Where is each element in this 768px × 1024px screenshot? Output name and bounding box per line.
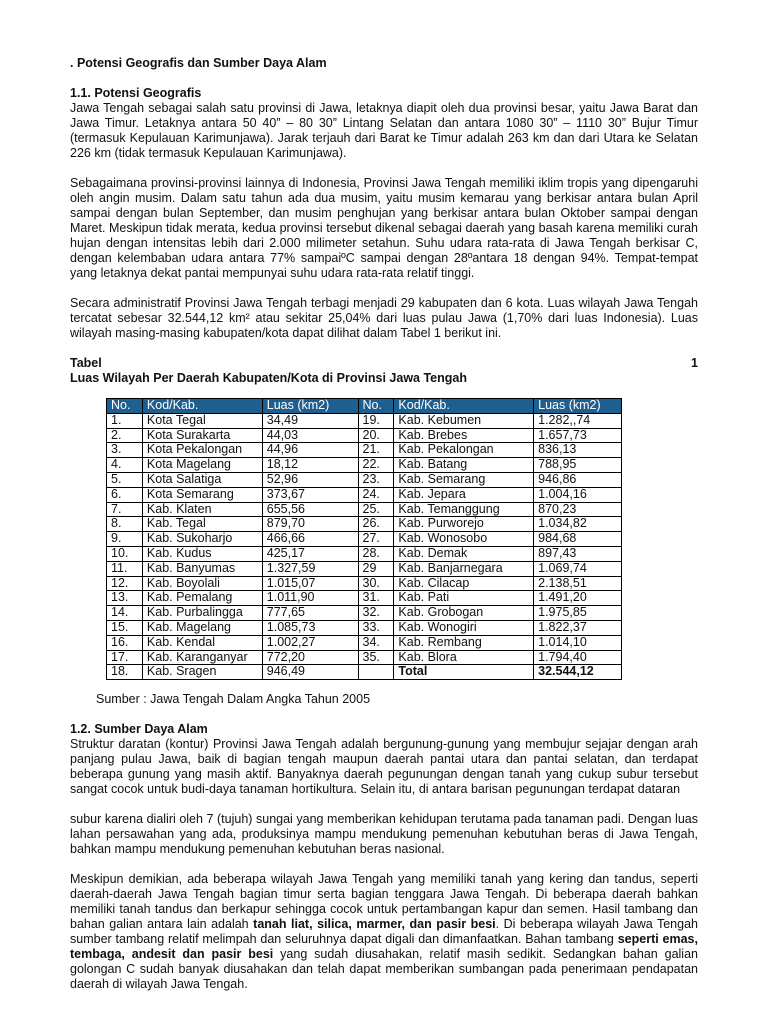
table-cell: 21. — [358, 443, 394, 458]
table-cell: 1.034,82 — [534, 517, 622, 532]
paragraph-geografis-1: Jawa Tengah sebagai salah satu provinsi di Jawa, letaknya diapit oleh dua provinsi besar, yaitu Jawa Barat dan Jawa Timur. Letaknya antara 50 40” – 80 30” Lintang Selatan dan antara 1080 30” – 1110 30” Bujur Timur (termasuk Kepulauan Karimunjawa). Jarak terjauh dari Barat ke Timur adalah 263 km dan dari Utara ke Selatan 226 km (tidak termasuk Kepulauan Karimunjawa). — [70, 101, 698, 160]
table-cell: 788,95 — [534, 458, 622, 473]
table-cell: Kab. Pemalang — [142, 591, 262, 606]
table-cell: 2. — [107, 428, 143, 443]
table-cell: 1.015,07 — [262, 576, 358, 591]
table-cell: 34,49 — [262, 413, 358, 428]
table-cell: 655,56 — [262, 502, 358, 517]
table-cell: 23. — [358, 472, 394, 487]
table-cell: 26. — [358, 517, 394, 532]
table-row — [107, 502, 622, 517]
table-cell: Kab. Purbalingga — [142, 606, 262, 621]
table-cell: 1.011,90 — [262, 591, 358, 606]
table-cell: Kab. Karanganyar — [142, 650, 262, 665]
table-cell: Kab. Cilacap — [394, 576, 534, 591]
table-row — [107, 606, 622, 621]
table-cell: Kab. Magelang — [142, 620, 262, 635]
table-cell: 18,12 — [262, 458, 358, 473]
table-cell: 27. — [358, 532, 394, 547]
table-row — [107, 576, 622, 591]
table-row — [107, 517, 622, 532]
table-cell: Kab. Semarang — [394, 472, 534, 487]
sda-3-text-c: . Di beberapa wilayah Jawa Tengah sumber tambang relatif melimpah dan seluruhnya dapat digali dan dimanfaatkan. Bahan tambang — [70, 917, 698, 947]
section-sda-title: 1.2. Sumber Daya Alam — [70, 722, 208, 737]
table-cell: 29 — [358, 561, 394, 576]
table-cell: Kab. Sragen — [142, 665, 262, 680]
table-cell: 15. — [107, 620, 143, 635]
document-page — [70, 56, 698, 992]
table-cell: Kab. Blora — [394, 650, 534, 665]
sda-3-text-a: Meskipun demikian, ada beberapa wilayah Jawa Tengah yang memiliki tanah yang kering dan tandus, seperti daerah-daerah Jawa Tengah bagian timur serta bagian tenggara Jawa Tengah. Di beberapa daerah bahkan memiliki tanah tandus dan berkapur sehingga cocok untuk pertambangan kapur dan semen. Hasil tambang dan bahan galian antara lain adalah — [70, 872, 698, 932]
table-cell: Kab. Demak — [394, 546, 534, 561]
table-cell: 31. — [358, 591, 394, 606]
table-cell: 22. — [358, 458, 394, 473]
table-cell: 946,49 — [262, 665, 358, 680]
area-table — [106, 398, 622, 680]
table-cell: 3. — [107, 443, 143, 458]
table-cell: 1.975,85 — [534, 606, 622, 621]
table-row — [107, 413, 622, 428]
table-header-cell: Kod/Kab. — [142, 399, 262, 414]
table-cell: 777,65 — [262, 606, 358, 621]
table-row — [107, 635, 622, 650]
table-cell: Kab. Kudus — [142, 546, 262, 561]
table-cell: Kota Magelang — [142, 458, 262, 473]
table-cell: Kab. Wonogiri — [394, 620, 534, 635]
table-cell: 1.002,27 — [262, 635, 358, 650]
table-cell: 16. — [107, 635, 143, 650]
table-cell: 25. — [358, 502, 394, 517]
table-row — [107, 472, 622, 487]
table-cell: 1.794,40 — [534, 650, 622, 665]
table-cell: 1.822,37 — [534, 620, 622, 635]
paragraph-geografis-2: Sebagaimana provinsi-provinsi lainnya di Indonesia, Provinsi Jawa Tengah memiliki iklim tropis yang dipengaruhi oleh angin musim. Dalam satu tahun ada dua musim, yaitu musim kemarau yang berkisar antara bulan April sampai dengan bulan September, dan musim penghujan yang berkisar antara bulan Oktober sampai dengan Maret. Meskipun tidak merata, kedua provinsi tersebut dikenal sebagai daerah yang basah karena memiliki curah hujan dengan intensitas lebih dari 2.000 milimeter setahun. Suhu udara rata-rata di Jawa Tengah berkisar C, dengan kelembaban udara antara 77% sampaiºC sampai dengan 28ºantara 18 dengan 94%. Tempat-tempat yang letaknya dekat pantai mempunyai suhu udara rata-rata relatif tinggi. — [70, 176, 698, 280]
table-cell: Kota Salatiga — [142, 472, 262, 487]
table-cell: 33. — [358, 620, 394, 635]
table-cell: Kab. Temanggung — [394, 502, 534, 517]
table-cell: 897,43 — [534, 546, 622, 561]
table-cell: 1.491,20 — [534, 591, 622, 606]
table-row — [107, 650, 622, 665]
table-cell: 32. — [358, 606, 394, 621]
table-cell: 24. — [358, 487, 394, 502]
table-cell: Total — [394, 665, 534, 680]
paragraph-sda-1: Struktur daratan (kontur) Provinsi Jawa Tengah adalah bergunung-gunung yang membujur sejajar dengan arah panjang pulau Jawa, baik di bagian tengah maupun daerah pantai utara dan pantai selatan, dan terdapat beberapa gunung yang masih aktif. Banyaknya daerah pegunungan dengan tanah yang cukup subur tersebut sangat cocok untuk budi-daya tanaman hortikultura. Selain itu, di antara barisan pegunungan terdapat dataran — [70, 737, 698, 797]
table-cell: Kab. Banjarnegara — [394, 561, 534, 576]
table-header-cell: No. — [107, 399, 143, 414]
table-cell: 12. — [107, 576, 143, 591]
table-row — [107, 458, 622, 473]
table-cell: Kota Pekalongan — [142, 443, 262, 458]
table-cell: 7. — [107, 502, 143, 517]
table-cell: 30. — [358, 576, 394, 591]
table-header-cell: Luas (km2) — [534, 399, 622, 414]
table-row — [107, 665, 622, 680]
table-header-cell: Kod/Kab. — [394, 399, 534, 414]
table-row — [107, 591, 622, 606]
sda-3-text-e: yang sudah diusahakan, relatif masih sedikit. Sedangkan bahan galian golongan C sudah banyak diusahakan dan telah dapat memberikan sumbangan pada penerimaan pendapatan daerah di wilayah Jawa Tengah. — [70, 947, 698, 992]
table-cell: 34. — [358, 635, 394, 650]
table-cell: Kota Tegal — [142, 413, 262, 428]
table-cell: 1.327,59 — [262, 561, 358, 576]
table-cell: Kota Semarang — [142, 487, 262, 502]
table-cell: Kab. Kendal — [142, 635, 262, 650]
table-cell: 6. — [107, 487, 143, 502]
table-row — [107, 546, 622, 561]
table-cell: 870,23 — [534, 502, 622, 517]
table-cell: Kab. Jepara — [394, 487, 534, 502]
table-cell: 32.544,12 — [534, 665, 622, 680]
table-cell: Kab. Brebes — [394, 428, 534, 443]
table-cell: Kab. Rembang — [394, 635, 534, 650]
table-cell: 1.282,,74 — [534, 413, 622, 428]
table-cell: 1.657,73 — [534, 428, 622, 443]
table-cell: 1. — [107, 413, 143, 428]
table-cell: 35. — [358, 650, 394, 665]
sda-3-bold-minerals: tanah liat, silica, marmer, dan pasir besi — [253, 917, 496, 932]
table-cell: 373,67 — [262, 487, 358, 502]
table-cell: 1.085,73 — [262, 620, 358, 635]
table-cell: 1.004,16 — [534, 487, 622, 502]
table-cell: 425,17 — [262, 546, 358, 561]
paragraph-sda-3 — [70, 872, 698, 992]
table-cell: 879,70 — [262, 517, 358, 532]
table-cell: 14. — [107, 606, 143, 621]
table-cell: Kab. Kebumen — [394, 413, 534, 428]
table-cell: 836,13 — [534, 443, 622, 458]
table-row — [107, 443, 622, 458]
table-cell: Kab. Banyumas — [142, 561, 262, 576]
table-cell: Kab. Pati — [394, 591, 534, 606]
table-cell: Kab. Wonosobo — [394, 532, 534, 547]
table-cell: 984,68 — [534, 532, 622, 547]
table-cell: 28. — [358, 546, 394, 561]
table-cell: 5. — [107, 472, 143, 487]
table-cell: Kab. Batang — [394, 458, 534, 473]
table-cell: 1.069,74 — [534, 561, 622, 576]
table-header-row — [107, 399, 622, 414]
table-cell: 52,96 — [262, 472, 358, 487]
table-label: Tabel — [70, 356, 102, 370]
table-body — [107, 413, 622, 679]
section-geografis-title: 1.1. Potensi Geografis — [70, 86, 202, 100]
table-row — [107, 428, 622, 443]
table-cell: Kab. Grobogan — [394, 606, 534, 621]
table-cell: 18. — [107, 665, 143, 680]
table-cell: 20. — [358, 428, 394, 443]
table-row — [107, 620, 622, 635]
table-cell — [358, 665, 394, 680]
table-header-cell: Luas (km2) — [262, 399, 358, 414]
table-title: Luas Wilayah Per Daerah Kabupaten/Kota di Provinsi Jawa Tengah — [70, 371, 467, 385]
table-header-cell: No. — [358, 399, 394, 414]
table-cell: Kab. Klaten — [142, 502, 262, 517]
table-source: Sumber : Jawa Tengah Dalam Angka Tahun 2005 — [96, 692, 371, 707]
table-cell: Kab. Pekalongan — [394, 443, 534, 458]
table-cell: Kab. Tegal — [142, 517, 262, 532]
table-row — [107, 561, 622, 576]
table-label-line — [70, 356, 698, 371]
table-cell: 17. — [107, 650, 143, 665]
table-cell: 11. — [107, 561, 143, 576]
table-row — [107, 532, 622, 547]
table-cell: 772,20 — [262, 650, 358, 665]
table-cell: 44,03 — [262, 428, 358, 443]
table-cell: Kab. Boyolali — [142, 576, 262, 591]
table-cell: 2.138,51 — [534, 576, 622, 591]
table-cell: 9. — [107, 532, 143, 547]
sda-3-bold-metals: seperti emas, tembaga, andesit dan pasir besi — [70, 932, 698, 962]
paragraph-geografis-3: Secara administratif Provinsi Jawa Tengah terbagi menjadi 29 kabupaten dan 6 kota. Luas wilayah Jawa Tengah tercatat sebesar 32.544,12 km² atau sekitar 25,04% dari luas pulau Jawa (1,70% dari luas Indonesia). Luas wilayah masing-masing kabupaten/kota dapat dilihat dalam Tabel 1 berikut ini. — [70, 296, 698, 340]
paragraph-sda-2: subur karena dialiri oleh 7 (tujuh) sungai yang memberikan kehidupan terutama pada tanaman padi. Dengan luas lahan persawahan yang ada, produksinya mampu mendukung pemenuhan kebutuhan beras di Jawa Tengah, bahkan mampu mendukung pemenuhan kebutuhan beras nasional. — [70, 812, 698, 857]
table-cell: 466,66 — [262, 532, 358, 547]
table-cell: 13. — [107, 591, 143, 606]
table-number: 1 — [691, 356, 698, 370]
main-heading: . Potensi Geografis dan Sumber Daya Alam — [70, 56, 327, 70]
table-cell: 44,96 — [262, 443, 358, 458]
table-cell: Kab. Sukoharjo — [142, 532, 262, 547]
table-cell: 8. — [107, 517, 143, 532]
table-cell: Kota Surakarta — [142, 428, 262, 443]
table-cell: 4. — [107, 458, 143, 473]
table-cell: 946,86 — [534, 472, 622, 487]
table-row — [107, 487, 622, 502]
table-cell: 19. — [358, 413, 394, 428]
table-cell: 10. — [107, 546, 143, 561]
table-cell: 1.014,10 — [534, 635, 622, 650]
table-cell: Kab. Purworejo — [394, 517, 534, 532]
